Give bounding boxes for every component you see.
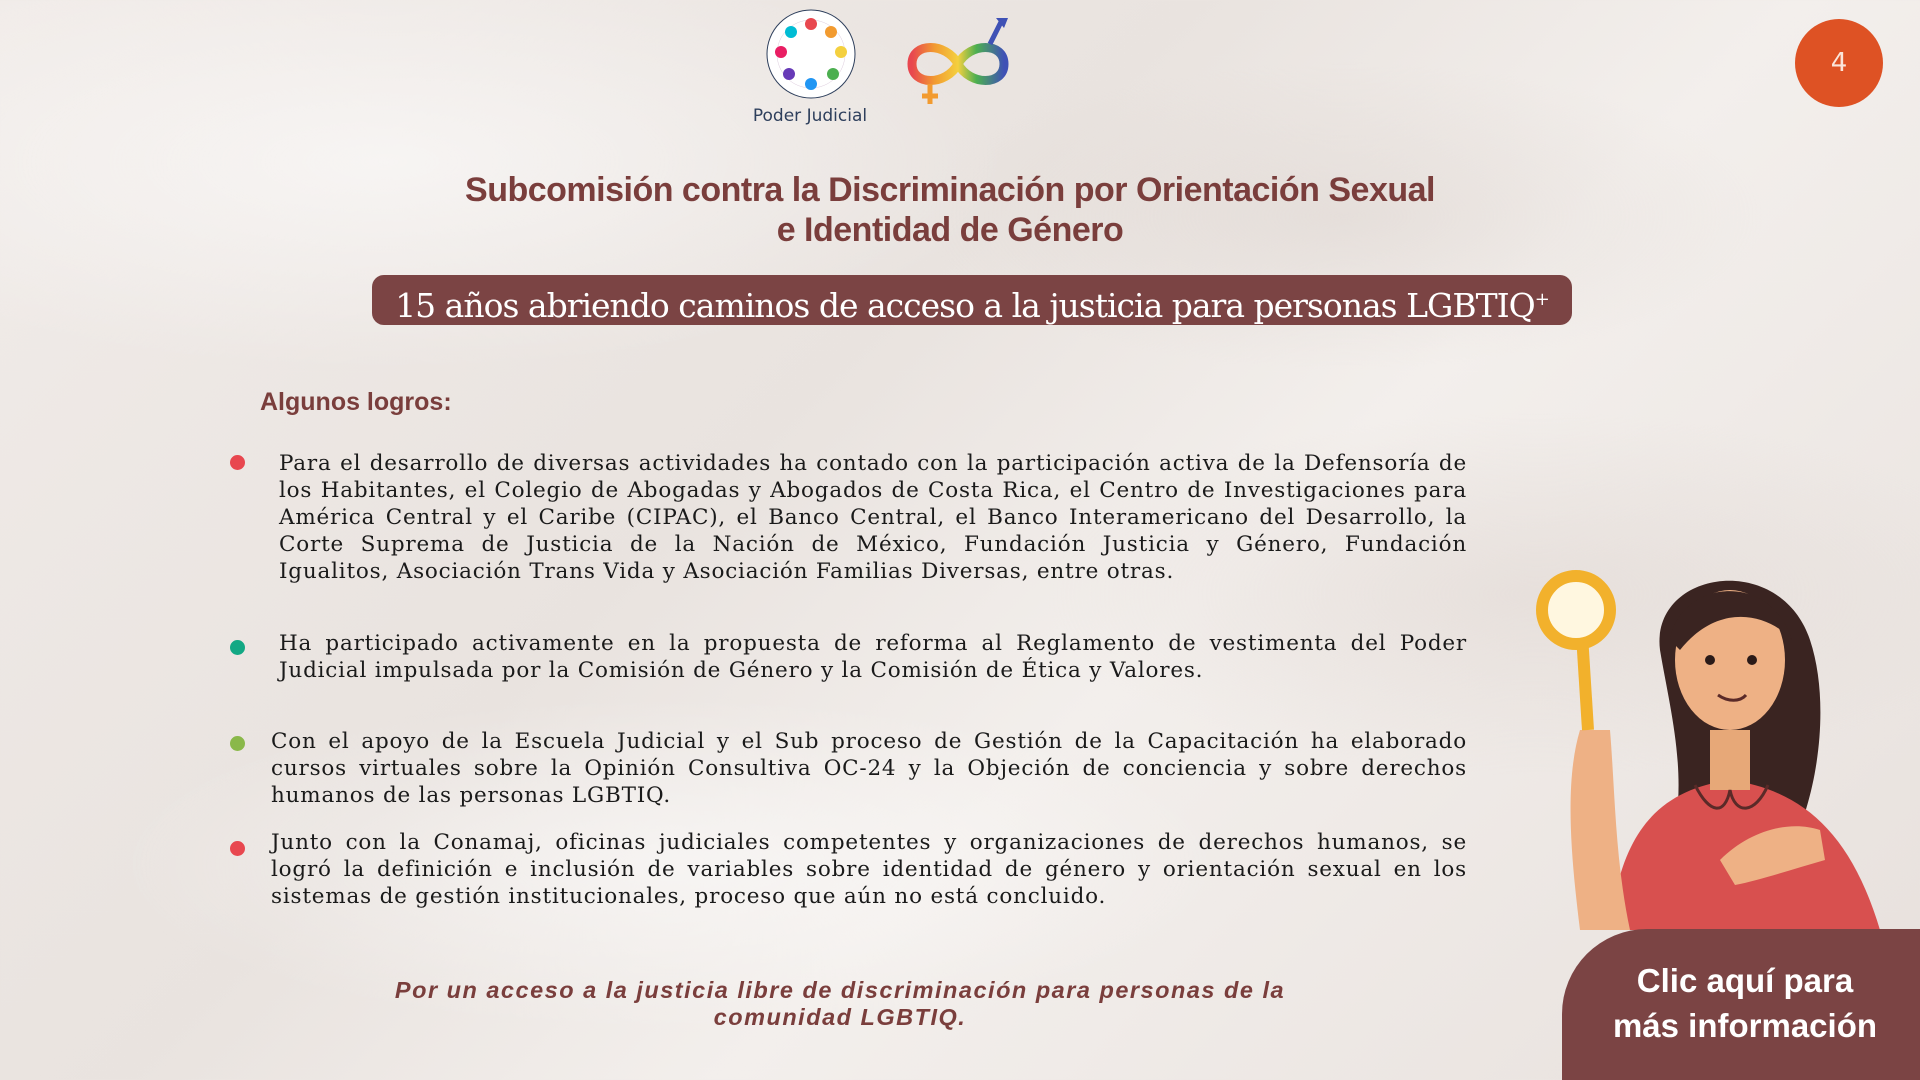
bullet-dot-3: [230, 736, 245, 751]
footer-quote-line-1: Por un acceso a la justicia libre de discriminación para personas de la: [394, 977, 1286, 1003]
poder-judicial-label: Poder Judicial: [752, 106, 868, 126]
title-line-2: e Identidad de Género: [776, 211, 1124, 249]
bullet-text-4: Junto con la Conamaj, oficinas judiciales competentes y organizaciones de derechos humanos, se logró la definición e inclusión de variables sobre identidad de género y orientación sexual en los sistemas de gestión institucionales, proceso que aún no está concluido.: [271, 830, 1467, 909]
bullet-dot-4: [230, 841, 245, 856]
bullet-text-1: Para el desarrollo de diversas actividades ha contado con la participación activa de la Defensoría de los Habitantes, el Colegio de Abogadas y Abogados de Costa Rica, el Centro de Investigaciones para América Central y el Caribe (CIPAC), el Banco Central, el Banco Interamericano del Desarrollo, la Corte Suprema de Justicia de la Nación de México, Fundación Justicia y Género, Fundación Igualitos, Asociación Trans Vida y Asociación Familias Diversas, entre otras.: [279, 451, 1467, 584]
cta-line-2[interactable]: más información: [1612, 1007, 1878, 1044]
banner-plus: +: [1534, 289, 1549, 310]
page-number-badge: 4: [1795, 19, 1883, 107]
bullet-dot-2: [230, 640, 245, 655]
title-line-1: Subcomisión contra la Discriminación por Orientación Sexual: [465, 171, 1435, 209]
poder-judicial-logo: [765, 8, 857, 100]
page-title: [380, 170, 1520, 250]
bullet-text-2: Ha participado activamente en la propuesta de reforma al Reglamento de vestimenta del Poder Judicial impulsada por la Comisión de Género y la Comisión de Ética y Valores.: [279, 631, 1467, 683]
woman-with-magnifier-illustration: [1520, 530, 1920, 930]
more-info-label[interactable]: [1590, 958, 1900, 1048]
bullet-dot-1: [230, 455, 245, 470]
anniversary-banner: [372, 275, 1572, 325]
footer-quote: [350, 977, 1330, 1031]
bullet-text-3: Con el apoyo de la Escuela Judicial y el Sub proceso de Gestión de la Capacitación ha elaborado cursos virtuales sobre la Opinión Consultiva OC-24 y la Objeción de conciencia y sobre derechos humanos de las personas LGBTIQ.: [271, 729, 1467, 808]
section-subtitle: Algunos logros:: [260, 388, 452, 416]
banner-text: 15 años abriendo caminos de acceso a la justicia para personas LGBTIQ: [395, 286, 1535, 325]
cta-line-1[interactable]: Clic aquí para: [1636, 962, 1854, 999]
footer-quote-line-2: comunidad LGBTIQ.: [713, 1004, 967, 1030]
pride-infinity-logo: [902, 14, 1014, 106]
